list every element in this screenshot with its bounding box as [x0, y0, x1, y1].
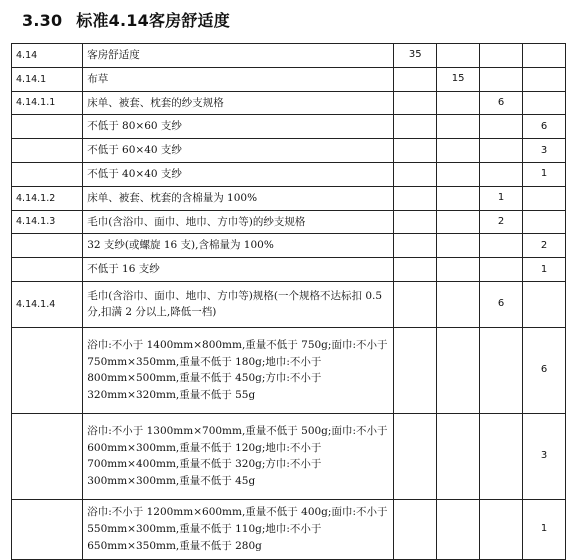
- row-code: 4.14.1.1: [12, 91, 83, 115]
- row-description: 床单、被套、枕套的含棉量为 100%: [83, 186, 394, 210]
- score-level-1: [394, 234, 437, 258]
- score-level-3: [480, 44, 523, 68]
- score-level-1: [394, 281, 437, 327]
- score-level-3: [480, 234, 523, 258]
- row-code: [12, 234, 83, 258]
- score-level-2: [437, 139, 480, 163]
- row-code: 4.14.1.4: [12, 281, 83, 327]
- table-row: [12, 91, 566, 115]
- row-code: [12, 327, 83, 413]
- score-level-2: [437, 234, 480, 258]
- score-level-3: [480, 499, 523, 559]
- table-row: [12, 115, 566, 139]
- table-row: [12, 44, 566, 68]
- row-code: [12, 413, 83, 499]
- score-level-4: 1: [523, 162, 566, 186]
- score-level-1: [394, 67, 437, 91]
- row-code: 4.14: [12, 44, 83, 68]
- score-level-4: 3: [523, 413, 566, 499]
- score-level-3: [480, 115, 523, 139]
- score-level-3: [480, 413, 523, 499]
- score-level-1: [394, 327, 437, 413]
- score-level-4: [523, 67, 566, 91]
- table-row: [12, 210, 566, 234]
- row-description: 毛巾(含浴巾、面巾、地巾、方巾等)规格(一个规格不达标扣 0.5 分,扣满 2 分以上,降低一档): [83, 281, 394, 327]
- section-heading: [22, 8, 230, 31]
- score-level-3: [480, 139, 523, 163]
- table-row: [12, 327, 566, 413]
- score-level-3: 2: [480, 210, 523, 234]
- table-row: [12, 162, 566, 186]
- score-level-4: 6: [523, 327, 566, 413]
- table-row: [12, 499, 566, 559]
- score-level-4: 6: [523, 115, 566, 139]
- score-level-2: [437, 91, 480, 115]
- score-level-3: 6: [480, 281, 523, 327]
- row-description: 浴巾:不小于 1200mm×600mm,重量不低于 400g;面巾:不小于 550mm×300mm,重量不低于 110g;地巾:不小于 650mm×350mm,重量不低于 280g: [83, 499, 394, 559]
- score-level-2: [437, 327, 480, 413]
- score-level-1: [394, 186, 437, 210]
- score-level-2: [437, 44, 480, 68]
- row-code: 4.14.1: [12, 67, 83, 91]
- score-level-4: [523, 186, 566, 210]
- score-level-4: 2: [523, 234, 566, 258]
- row-code: 4.14.1.2: [12, 186, 83, 210]
- score-level-1: [394, 499, 437, 559]
- row-description: 不低于 80×60 支纱: [83, 115, 394, 139]
- table-row: [12, 281, 566, 327]
- row-code: 4.14.1.3: [12, 210, 83, 234]
- table-row: [12, 258, 566, 282]
- score-level-4: 1: [523, 258, 566, 282]
- score-level-1: [394, 162, 437, 186]
- score-level-2: [437, 186, 480, 210]
- row-description: 不低于 40×40 支纱: [83, 162, 394, 186]
- score-level-3: [480, 258, 523, 282]
- row-description: 客房舒适度: [83, 44, 394, 68]
- row-code: [12, 162, 83, 186]
- section-number: 3.30: [22, 11, 63, 30]
- score-level-3: 1: [480, 186, 523, 210]
- row-description: 床单、被套、枕套的纱支规格: [83, 91, 394, 115]
- row-code: [12, 499, 83, 559]
- row-description: 浴巾:不小于 1300mm×700mm,重量不低于 500g;面巾:不小于 600mm×300mm,重量不低于 120g;地巾:不小于 700mm×400mm,重量不低于 320g;方巾:不小于 300mm×300mm,重量不低于 45g: [83, 413, 394, 499]
- score-level-4: [523, 44, 566, 68]
- row-description: 浴巾:不小于 1400mm×800mm,重量不低于 750g;面巾:不小于 750mm×350mm,重量不低于 180g;地巾:不小于 800mm×500mm,重量不低于 450g;方巾:不小于 320mm×320mm,重量不低于 55g: [83, 327, 394, 413]
- score-level-3: [480, 67, 523, 91]
- score-level-4: [523, 281, 566, 327]
- score-level-4: 1: [523, 499, 566, 559]
- table-row: [12, 139, 566, 163]
- row-description: 32 支纱(或螺旋 16 支),含棉量为 100%: [83, 234, 394, 258]
- row-code: [12, 115, 83, 139]
- score-level-4: [523, 210, 566, 234]
- table-row: [12, 413, 566, 499]
- score-level-1: 35: [394, 44, 437, 68]
- table-row: [12, 67, 566, 91]
- row-description: 毛巾(含浴巾、面巾、地巾、方巾等)的纱支规格: [83, 210, 394, 234]
- table-body: [12, 44, 566, 560]
- score-level-2: [437, 115, 480, 139]
- row-description: 不低于 16 支纱: [83, 258, 394, 282]
- score-level-1: [394, 115, 437, 139]
- score-level-1: [394, 210, 437, 234]
- row-description: 布草: [83, 67, 394, 91]
- score-level-2: [437, 162, 480, 186]
- score-level-2: [437, 210, 480, 234]
- score-level-2: [437, 413, 480, 499]
- row-code: [12, 258, 83, 282]
- section-title: 标准4.14客房舒适度: [76, 11, 230, 30]
- table-row: [12, 186, 566, 210]
- score-level-3: 6: [480, 91, 523, 115]
- score-level-1: [394, 139, 437, 163]
- score-level-3: [480, 162, 523, 186]
- score-level-4: 3: [523, 139, 566, 163]
- table-row: [12, 234, 566, 258]
- score-level-1: [394, 258, 437, 282]
- score-level-2: 15: [437, 67, 480, 91]
- row-code: [12, 139, 83, 163]
- score-level-1: [394, 413, 437, 499]
- score-level-2: [437, 258, 480, 282]
- score-level-3: [480, 327, 523, 413]
- score-level-2: [437, 499, 480, 559]
- scoring-table: [11, 43, 566, 560]
- score-level-1: [394, 91, 437, 115]
- row-description: 不低于 60×40 支纱: [83, 139, 394, 163]
- score-level-2: [437, 281, 480, 327]
- score-level-4: [523, 91, 566, 115]
